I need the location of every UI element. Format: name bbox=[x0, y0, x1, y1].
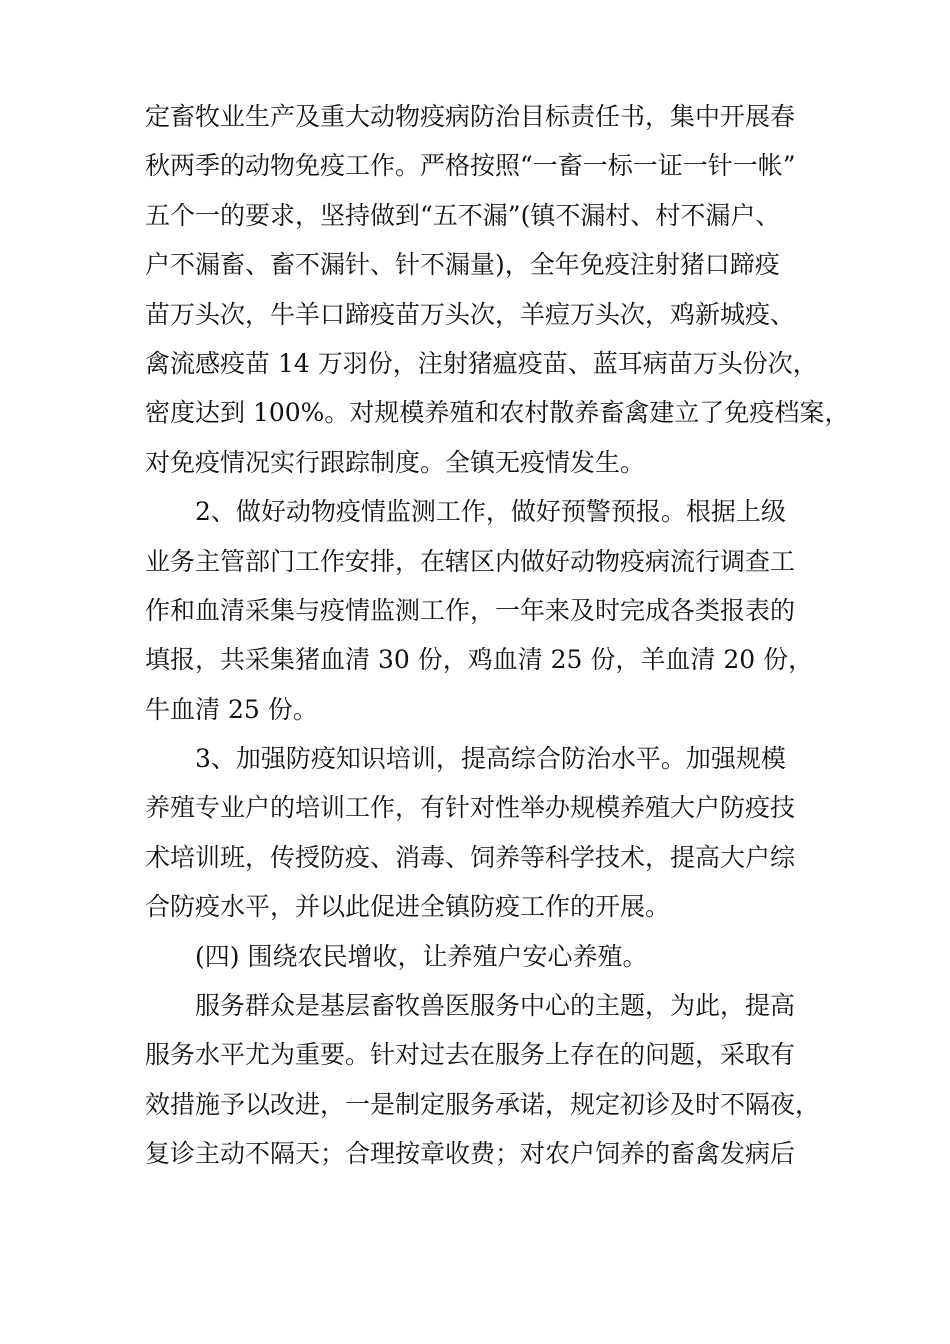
text-line: 术培训班，传授防疫、消毒、饲养等科学技术，提高大户综 bbox=[145, 842, 796, 872]
text-line: 效措施予以改进，一是制定服务承诺，规定初诊及时不隔夜， bbox=[145, 1089, 821, 1119]
body-text bbox=[145, 92, 850, 1179]
text-line: 苗万头次，牛羊口蹄疫苗万头次，羊痘万头次，鸡新城疫、 bbox=[145, 299, 796, 329]
text-line: 养殖专业户的培训工作，有针对性举办规模养殖大户防疫技 bbox=[145, 793, 796, 823]
text-line: 禽流感疫苗 14 万羽份，注射猪瘟疫苗、蓝耳病苗万头份次， bbox=[145, 348, 818, 378]
text-line: 五个一的要求，坚持做到“五不漏”(镇不漏村、村不漏户、 bbox=[145, 200, 781, 230]
text-line: 定畜牧业生产及重大动物疫病防治目标责任书，集中开展春 bbox=[145, 102, 796, 131]
text-line: 合防疫水平，并以此促进全镇防疫工作的开展。 bbox=[145, 892, 671, 922]
text-line: 3、加强防疫知识培训，提高综合防治水平。加强规模 bbox=[195, 744, 786, 774]
text-line: 户不漏畜、畜不漏针、针不漏量)，全年免疫注射猪口蹄疫 bbox=[145, 250, 780, 280]
text-line: 牛血清 25 份。 bbox=[145, 694, 318, 724]
text-line: 秋两季的动物免疫工作。严格按照“一畜一标一证一针一帐” bbox=[145, 151, 796, 181]
text-line: 服务水平尤为重要。针对过去在服务上存在的问题，采取有 bbox=[145, 1040, 796, 1070]
text-line: 复诊主动不隔天；合理按章收费；对农户饲养的畜禽发病后 bbox=[145, 1139, 796, 1169]
text-line: (四) 围绕农民增收，让养殖户安心养殖。 bbox=[195, 941, 648, 971]
text-line: 服务群众是基层畜牧兽医服务中心的主题，为此，提高 bbox=[195, 991, 796, 1021]
text-line: 业务主管部门工作安排，在辖区内做好动物疫病流行调查工 bbox=[145, 546, 796, 576]
text-line: 2、做好动物疫情监测工作，做好预警预报。根据上级 bbox=[195, 497, 786, 527]
text-line: 填报，共采集猪血清 30 份，鸡血清 25 份，羊血清 20 份， bbox=[145, 645, 814, 675]
text-line: 密度达到 100%。对规模养殖和农村散养畜禽建立了免疫档案， bbox=[145, 398, 850, 428]
text-line: 作和血清采集与疫情监测工作，一年来及时完成各类报表的 bbox=[145, 595, 796, 625]
text-line: 对免疫情况实行跟踪制度。全镇无疫情发生。 bbox=[145, 447, 646, 477]
